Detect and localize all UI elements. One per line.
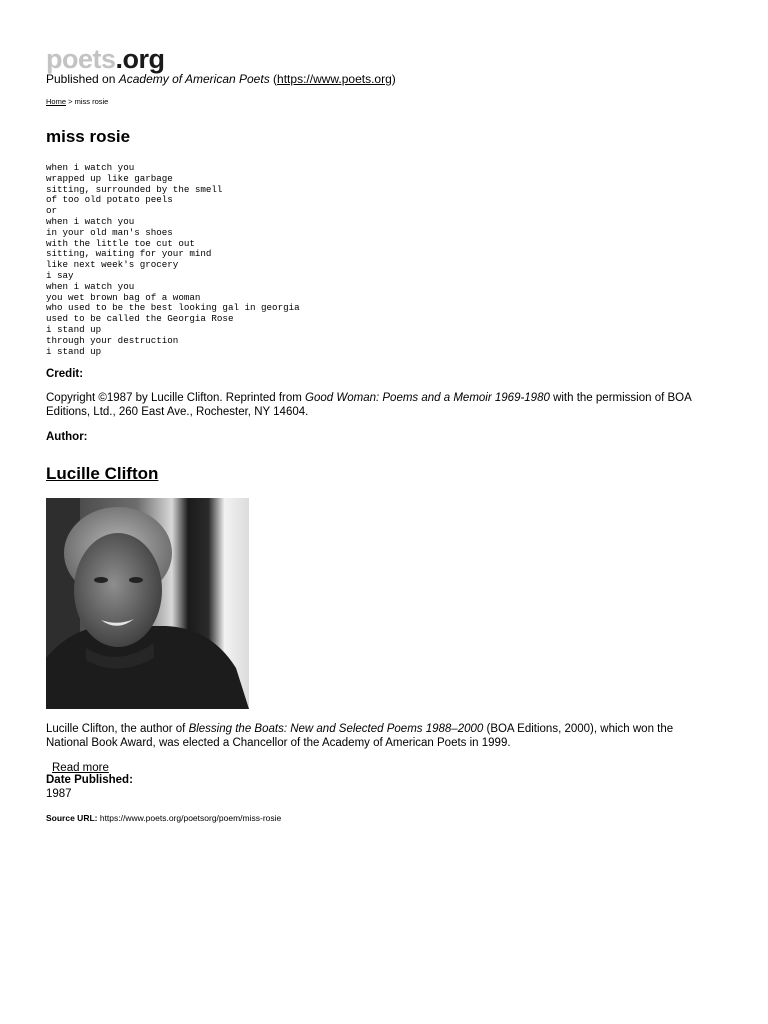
poem-line: when i watch you [46,162,135,173]
author-photo [46,498,249,709]
author-bio-book: Blessing the Boats: New and Selected Poems 1988–2000 [188,723,484,735]
poem-line: i stand up [46,323,102,335]
credit-text-after: with the permission of BOA Editions, Ltd., 260 East Ave., Rochester, NY 14604. [46,392,692,418]
logo-text-org: .org [115,44,165,74]
poem-line: sitting, surrounded by the smell [46,183,223,195]
site-url-link[interactable]: https://www.poets.org [277,72,392,86]
author-bio-before: Lucille Clifton, the author of [46,723,189,735]
source-url-label: Source URL: [46,813,98,823]
credit-label: Credit: [46,368,84,380]
date-published-label: Date Published: [46,774,133,786]
published-prefix: Published on [46,72,119,86]
breadcrumb-separator: > [66,97,75,106]
author-bio [46,722,716,750]
author-bio-after: (BOA Editions, 2000), which won the National Book Award, was elected a Chancellor of the Academy of American Poets in 1999. [46,723,674,749]
poem-line: i stand up [46,345,102,357]
published-on-line [46,72,396,87]
author-photo-image [46,498,249,709]
poem-body [46,163,300,357]
open-paren: ( [269,72,278,86]
date-published-value: 1987 [46,788,72,800]
poem-line: like next week's grocery [46,259,179,271]
poem-line: wrapped up like garbage [46,172,173,184]
breadcrumb-home-link[interactable]: Home [46,97,67,106]
poem-line: you wet brown bag of a woman [46,291,201,303]
close-paren: ) [391,72,396,86]
poem-line: sitting, waiting for your mind [46,248,212,260]
poem-line: with the little toe cut out [46,237,195,249]
site-logo[interactable] [46,44,165,74]
poem-title: miss rosie [46,127,131,146]
poem-line: of too old potato peels [46,194,173,206]
author-name-link[interactable]: Lucille Clifton [46,464,159,483]
poem-line: or [46,205,58,217]
credit-text-before: Copyright ©1987 by Lucille Clifton. Reprinted from [46,392,306,404]
breadcrumb [46,97,108,107]
credit-text [46,391,716,419]
poem-line: when i watch you [46,215,135,227]
poem-line: when i watch you [46,280,135,292]
poem-line: used to be called the Georgia Rose [46,313,234,325]
source-url [46,813,281,824]
poem-line: in your old man's shoes [46,226,173,238]
breadcrumb-current: miss rosie [74,97,109,106]
author-label: Author: [46,431,88,443]
credit-book-title: Good Woman: Poems and a Memoir 1969-1980 [305,392,550,404]
source-url-value[interactable]: https://www.poets.org/poetsorg/poem/miss-rosie [97,813,282,823]
poem-line: who used to be the best looking gal in georgia [46,302,300,314]
read-more-link[interactable]: Read more [52,762,109,774]
logo-text-poets: poets [46,44,116,74]
poem-line: through your destruction [46,334,179,346]
site-name: Academy of American Poets [118,72,270,86]
poem-line: i say [46,269,74,281]
